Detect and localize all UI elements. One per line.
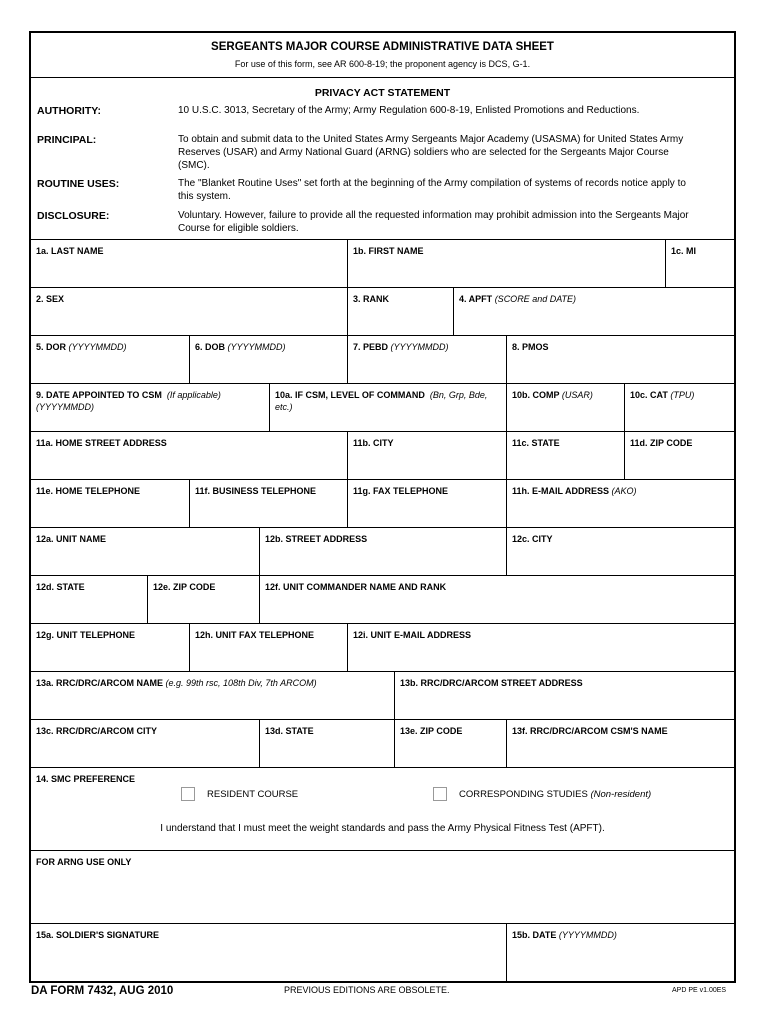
rrc-street-field[interactable]: [394, 672, 734, 719]
apft-label: 4. APFT (SCORE and DATE): [459, 294, 577, 304]
row-csm: [31, 384, 734, 432]
unit-name-label: 12a. UNIT NAME: [36, 534, 107, 544]
resident-course-label: RESIDENT COURSE: [207, 789, 299, 800]
unit-fax-label: 12h. UNIT FAX TELEPHONE: [195, 630, 315, 640]
rrc-csm-name-label: 13f. RRC/DRC/ARCOM CSM'S NAME: [512, 726, 668, 736]
principal-label: PRINCIPAL:: [37, 134, 97, 146]
rrc-name-field[interactable]: [31, 672, 394, 719]
row-name: [31, 240, 734, 288]
fax-telephone-label: 11g. FAX TELEPHONE: [353, 486, 449, 496]
signature-label: 15a. SOLDIER'S SIGNATURE: [36, 930, 159, 940]
unit-street-field[interactable]: [259, 528, 506, 575]
cat-field[interactable]: [624, 384, 734, 431]
last-name-label: 1a. LAST NAME: [36, 246, 104, 256]
mi-label: 1c. MI: [671, 246, 697, 256]
unit-city-label: 12c. CITY: [512, 534, 553, 544]
pmos-field[interactable]: [506, 336, 734, 383]
unit-email-label: 12i. UNIT E-MAIL ADDRESS: [353, 630, 472, 640]
rrc-zip-field[interactable]: [394, 720, 506, 767]
unit-email-field[interactable]: [347, 624, 734, 671]
cat-label: 10c. CAT (TPU): [630, 390, 695, 400]
row-unit: [31, 528, 734, 576]
row-unit-state: [31, 576, 734, 624]
home-telephone-field[interactable]: [31, 480, 189, 527]
home-state-field[interactable]: [506, 432, 624, 479]
home-street-field[interactable]: [31, 432, 347, 479]
signature-date-label: 15b. DATE (YYYYMMDD): [512, 930, 617, 940]
unit-fax-field[interactable]: [189, 624, 347, 671]
routine-uses-label: ROUTINE USES:: [37, 178, 120, 190]
apft-field[interactable]: [453, 288, 734, 335]
form-title: SERGEANTS MAJOR COURSE ADMINISTRATIVE DATA SHEET: [211, 41, 554, 53]
home-state-label: 11c. STATE: [512, 438, 560, 448]
dob-label: 6. DOB (YYYYMMDD): [195, 342, 286, 352]
home-city-field[interactable]: [347, 432, 506, 479]
email-address-label: 11h. E-MAIL ADDRESS (AKO): [512, 486, 637, 496]
dor-label: 5. DOR (YYYYMMDD): [36, 342, 127, 352]
apd-version: APD PE v1.00ES: [672, 987, 727, 994]
pmos-label: 8. PMOS: [512, 342, 549, 352]
rrc-state-label: 13d. STATE: [265, 726, 314, 736]
rank-field[interactable]: [347, 288, 453, 335]
row-rrc-city: [31, 720, 734, 768]
unit-telephone-label: 12g. UNIT TELEPHONE: [36, 630, 136, 640]
unit-commander-label: 12f. UNIT COMMANDER NAME AND RANK: [265, 582, 447, 592]
privacy-act-heading: PRIVACY ACT STATEMENT: [314, 87, 451, 99]
rrc-state-field[interactable]: [259, 720, 394, 767]
row-smc-preference: [31, 768, 734, 851]
row-unit-contact: [31, 624, 734, 672]
email-address-field[interactable]: [506, 480, 734, 527]
arng-use-label: FOR ARNG USE ONLY: [36, 857, 132, 867]
row-dates: [31, 336, 734, 384]
dob-field[interactable]: [189, 336, 347, 383]
fax-telephone-field[interactable]: [347, 480, 506, 527]
home-zip-field[interactable]: [624, 432, 734, 479]
unit-state-label: 12d. STATE: [36, 582, 85, 592]
pebd-label: 7. PEBD (YYYYMMDD): [353, 342, 449, 352]
rrc-zip-label: 13e. ZIP CODE: [400, 726, 463, 736]
business-telephone-field[interactable]: [189, 480, 347, 527]
home-city-label: 11b. CITY: [353, 438, 394, 448]
header-divider: [31, 77, 734, 78]
form-number: DA FORM 7432, AUG 2010: [31, 985, 174, 997]
row-signature: [31, 924, 734, 981]
row-phones: [31, 480, 734, 528]
last-name-field[interactable]: [31, 240, 347, 287]
home-telephone-label: 11e. HOME TELEPHONE: [36, 486, 141, 496]
first-name-field[interactable]: [347, 240, 665, 287]
sex-field[interactable]: [31, 288, 347, 335]
unit-telephone-field[interactable]: [31, 624, 189, 671]
rank-label: 3. RANK: [353, 294, 390, 304]
row-home-address: [31, 432, 734, 480]
unit-zip-label: 12e. ZIP CODE: [153, 582, 216, 592]
rrc-street-label: 13b. RRC/DRC/ARCOM STREET ADDRESS: [400, 678, 583, 688]
form-frame: [29, 31, 736, 983]
level-of-command-label: 10a. IF CSM, LEVEL OF COMMAND (Bn, Grp, Bde, etc.): [275, 390, 488, 412]
comp-label: 10b. COMP (USAR): [512, 390, 593, 400]
previous-editions-note: PREVIOUS EDITIONS ARE OBSOLETE.: [284, 985, 450, 995]
disclosure-text: Voluntary. However, failure to provide all the requested information may prohibit admission into the Sergeants Major Course for eligible soldiers.: [178, 210, 689, 234]
authority-label: AUTHORITY:: [37, 105, 101, 117]
first-name-label: 1b. FIRST NAME: [353, 246, 424, 256]
unit-commander-field[interactable]: [259, 576, 734, 623]
apft-understanding-statement: I understand that I must meet the weight standards and pass the Army Physical Fitness Test (APFT).: [160, 823, 605, 834]
row-arng: [31, 851, 734, 924]
row-sex-rank: [31, 288, 734, 336]
rrc-city-label: 13c. RRC/DRC/ARCOM CITY: [36, 726, 158, 736]
unit-state-field[interactable]: [31, 576, 147, 623]
form-subtitle: For use of this form, see AR 600-8-19; the proponent agency is DCS, G-1.: [234, 59, 531, 69]
business-telephone-label: 11f. BUSINESS TELEPHONE: [195, 486, 317, 496]
comp-field[interactable]: [506, 384, 624, 431]
level-of-command-field[interactable]: [269, 384, 506, 431]
arng-use-field[interactable]: [31, 851, 734, 923]
disclosure-label: DISCLOSURE:: [37, 210, 110, 222]
routine-uses-text: The "Blanket Routine Uses" set forth at the beginning of the Army compilation of systems of records notice apply to this system.: [178, 178, 686, 202]
unit-zip-field[interactable]: [147, 576, 259, 623]
rrc-city-field[interactable]: [31, 720, 259, 767]
date-appointed-field[interactable]: [31, 384, 269, 431]
rrc-csm-name-field[interactable]: [506, 720, 734, 767]
unit-name-field[interactable]: [31, 528, 259, 575]
sex-label: 2. SEX: [36, 294, 65, 304]
dor-field[interactable]: [31, 336, 189, 383]
home-zip-label: 11d. ZIP CODE: [630, 438, 693, 448]
date-appointed-label: 9. DATE APPOINTED TO CSM (If applicable) (YYYYMMDD): [36, 390, 221, 412]
row-rrc: [31, 672, 734, 720]
pebd-field[interactable]: [347, 336, 506, 383]
authority-text: 10 U.S.C. 3013, Secretary of the Army; Army Regulation 600-8-19, Enlisted Promotions and Reductions.: [178, 105, 640, 116]
unit-city-field[interactable]: [506, 528, 734, 575]
corresponding-studies-label: CORRESPONDING STUDIES (Non-resident): [459, 789, 652, 800]
unit-street-label: 12b. STREET ADDRESS: [265, 534, 368, 544]
corresponding-studies-checkbox[interactable]: [433, 787, 447, 801]
signature-field[interactable]: [31, 924, 506, 981]
home-street-label: 11a. HOME STREET ADDRESS: [36, 438, 167, 448]
rrc-name-label: 13a. RRC/DRC/ARCOM NAME (e.g. 99th rsc, 108th Div, 7th ARCOM): [36, 678, 317, 688]
resident-course-checkbox[interactable]: [181, 787, 195, 801]
mi-field[interactable]: [665, 240, 734, 287]
signature-date-field[interactable]: [506, 924, 734, 981]
smc-preference-label: 14. SMC PREFERENCE: [36, 774, 136, 784]
principal-text: To obtain and submit data to the United States Army Sergeants Major Academy (USASMA) for United States Army Reserves (USAR) and Army National Guard (ARNG) soldiers who are selected for the Sergeants Major Course (SMC).: [178, 134, 684, 171]
